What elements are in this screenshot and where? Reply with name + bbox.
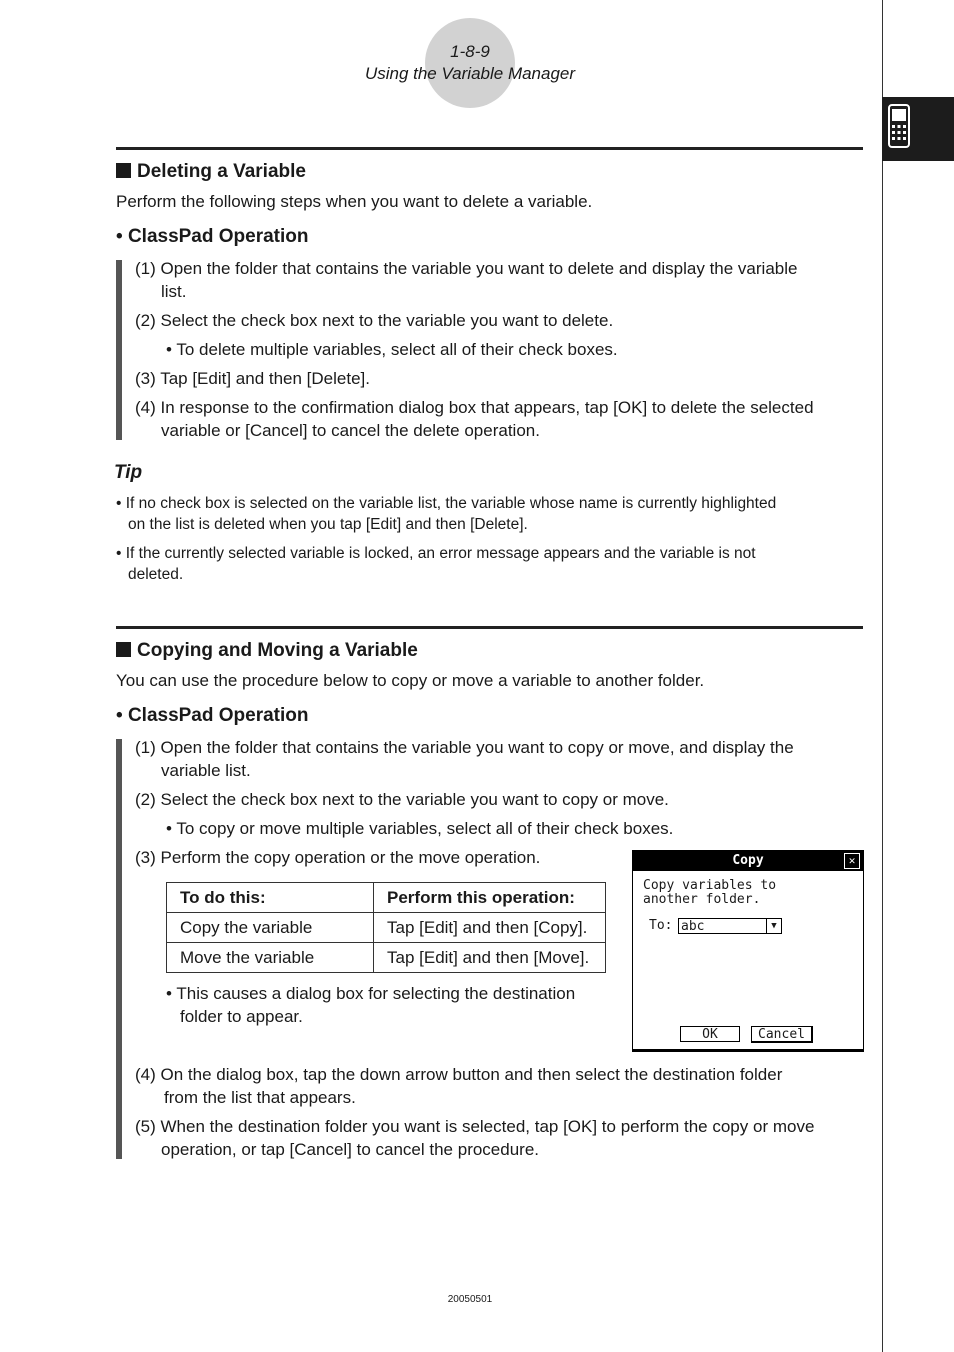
tip-title: Tip (114, 462, 143, 483)
step-4-cont: variable or [Cancel] to cancel the delete operation. (161, 421, 540, 440)
step-3: (3) Perform the copy operation or the move operation. (135, 848, 541, 867)
step-3-note-cont: folder to appear. (180, 1007, 303, 1026)
tip-item-1-line-2: on the list is deleted when you tap [Edit] and then [Delete]. (128, 516, 528, 533)
step-3: (3) Tap [Edit] and then [Delete]. (135, 369, 370, 388)
tip-item-1 (116, 493, 856, 535)
section-intro: You can use the procedure below to copy or move a variable to another folder. (116, 671, 705, 690)
section-rule (116, 147, 863, 150)
square-bullet-icon (116, 642, 131, 657)
section-title-delete (116, 161, 306, 183)
step-1: (1) Open the folder that contains the variable you want to copy or move, and display the (135, 738, 794, 757)
tip-item-2-line-2: deleted. (128, 566, 184, 583)
header-circle (425, 18, 515, 108)
copy-dialog (632, 850, 864, 1052)
step-2-note: • To copy or move multiple variables, select all of their check boxes. (166, 819, 674, 838)
section-intro: Perform the following steps when you want to delete a variable. (116, 192, 593, 211)
table-cell: Copy the variable (167, 913, 374, 943)
table-row (167, 913, 606, 943)
chapter-title: Using the Variable Manager (364, 64, 576, 83)
ok-button[interactable]: OK (680, 1026, 740, 1042)
section-title-text: Copying and Moving a Variable (137, 640, 418, 661)
page-number: 1-8-9 (450, 42, 490, 61)
footer-code: 20050501 (447, 1294, 493, 1305)
margin-line (882, 0, 883, 1352)
table-header: Perform this operation: (374, 883, 606, 913)
cancel-button[interactable]: Cancel (751, 1026, 813, 1043)
procedure-bar (116, 739, 122, 1159)
calculator-icon (888, 104, 910, 148)
table-cell: Tap [Edit] and then [Move]. (374, 943, 606, 973)
table-header: To do this: (167, 883, 374, 913)
tip-item-2-line-1: • If the currently selected variable is locked, an error message appears and the variable is not (116, 545, 756, 562)
step-3-note: • This causes a dialog box for selecting the destination (166, 984, 576, 1003)
table-row (167, 943, 606, 973)
step-4: (4) In response to the confirmation dialog box that appears, tap [OK] to delete the selected (135, 398, 814, 417)
procedure-bar (116, 260, 122, 440)
section-title-text: Deleting a Variable (137, 161, 306, 182)
step-5-cont: operation, or tap [Cancel] to cancel the procedure. (161, 1140, 540, 1159)
operation-table (166, 882, 606, 973)
to-label: To: (649, 918, 673, 933)
step-4-cont: from the list that appears. (164, 1088, 356, 1107)
step-1-cont: variable list. (161, 761, 251, 780)
close-icon[interactable]: ✕ (844, 853, 860, 869)
step-1: (1) Open the folder that contains the variable you want to delete and display the variable (135, 259, 798, 278)
step-4: (4) On the dialog box, tap the down arrow button and then select the destination folder (135, 1065, 783, 1084)
destination-folder-select[interactable] (678, 918, 782, 934)
section-rule (116, 626, 863, 629)
tip-item-1-line-1: • If no check box is selected on the variable list, the variable whose name is currently highlighted (116, 495, 777, 512)
dialog-message: Copy variables to another folder. (643, 878, 777, 907)
square-bullet-icon (116, 163, 131, 178)
step-2: (2) Select the check box next to the variable you want to delete. (135, 311, 614, 330)
op-heading-text: ClassPad Operation (127, 226, 309, 247)
dialog-title-bar: Copy (633, 851, 863, 871)
op-heading-text: ClassPad Operation (127, 705, 309, 726)
op-heading: • ClassPad Operation (116, 226, 309, 247)
table-cell: Move the variable (167, 943, 374, 973)
table-cell: Tap [Edit] and then [Copy]. (374, 913, 606, 943)
destination-folder-value: abc (681, 919, 705, 934)
step-1-cont: list. (161, 282, 187, 301)
dropdown-arrow-icon[interactable]: ▼ (766, 919, 781, 933)
tip-item-2 (116, 543, 856, 585)
op-heading: • ClassPad Operation (116, 705, 309, 726)
step-2: (2) Select the check box next to the variable you want to copy or move. (135, 790, 669, 809)
step-2-note: • To delete multiple variables, select all of their check boxes. (166, 340, 618, 359)
section-title-copy (116, 640, 418, 662)
step-5: (5) When the destination folder you want is selected, tap [OK] to perform the copy or move (135, 1117, 815, 1136)
table-header-row (167, 883, 606, 913)
